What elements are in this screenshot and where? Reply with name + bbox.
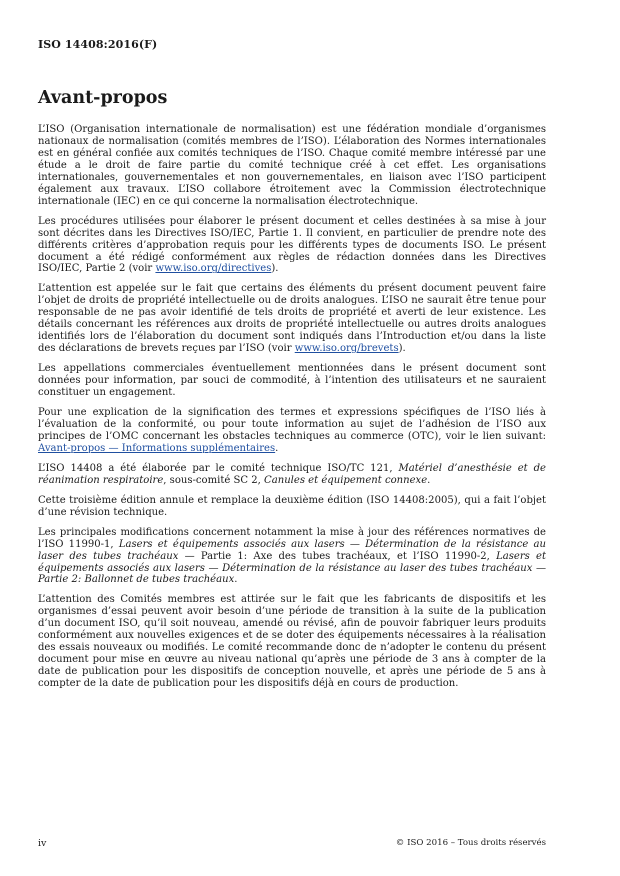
page-number: iv bbox=[38, 838, 47, 849]
paragraph-5-end: . bbox=[275, 442, 279, 454]
patents-link[interactable]: www.iso.org/brevets bbox=[294, 343, 399, 355]
section-title: Avant-propos bbox=[38, 88, 168, 108]
paragraph-8-a: Les principales modifications concernent notamment la mise à jour des références normatives de l’ISO 11990-1, bbox=[38, 526, 546, 550]
paragraph-5 bbox=[38, 407, 546, 455]
paragraph-2 bbox=[38, 216, 546, 276]
paragraph-6 bbox=[38, 463, 546, 487]
paragraph-7: Cette troisième édition annule et remplace la deuxième édition (ISO 14408:2005), qui a fait l’objet d’une révision technique. bbox=[38, 494, 546, 518]
directives-link[interactable]: www.iso.org/directives bbox=[155, 263, 272, 275]
paragraph-1: L’ISO (Organisation internationale de normalisation) est une fédération mondiale d’organismes nationaux de normalisation (comités membres de l’ISO). L’élaboration des Normes internationales est en général confiée aux comités techniques de l’ISO. Chaque comité membre intéressé par une étude a le droit de faire partie du comité technique créé à cet effet. Les organisations internationales, gouvernementales et non gouvernementales, en liaison avec l’ISO participent également aux travaux. L’ISO collabore étroitement avec la Commission électrotechnique internationale (IEC) en ce qui concerne la normalisation électrotechnique. bbox=[38, 124, 546, 207]
foreword-body bbox=[38, 124, 546, 698]
iso-11990-1-title: Lasers et équipements associés aux lasers — Détermination de la résistance au laser des tubes trachéaux bbox=[38, 538, 546, 562]
copyright-notice: © ISO 2016 – Tous droits réservés bbox=[395, 838, 546, 848]
paragraph-9: L’attention des Comités membres est attirée sur le fait que les fabricants de dispositifs et les organismes d’essai peuvent avoir besoin d’une période de transition à la suite de la publication d’un document ISO, qu’il soit nouveau, amendé ou révisé, afin de pouvoir fabriquer leurs produits conformément aux nouvelles exigences et de se doter des équipements nécessaires à la réalisation des essais nouveaux ou modifiés. Le comité recommande donc de n’adopter le contenu du présent document pour mise en œuvre au niveau national qu’après une période de 3 ans à compter de la date de publication pour les dispositifs de conception nouvelle, et après une période de 5 ans à compter de la date de publication pour les dispositifs déjà en cours de production. bbox=[38, 594, 546, 690]
paragraph-3-text: L’attention est appelée sur le fait que certains des éléments du présent document peuvent faire l’objet de droits de propriété intellectuelle ou de droits analogues. L’ISO ne saurait être tenue pour responsable de ne pas avoir identifié de tels droits de propriété et averti de leur existence. Les détails concernant les références aux droits de propriété intellectuelle ou autres droits analogues identifiés lors de l’élaboration du document sont indiqués dans l’Introduction et/ou dans la liste des déclarations de brevets reçues par l’ISO (voir bbox=[38, 283, 546, 355]
paragraph-4: Les appellations commerciales éventuellement mentionnées dans le présent document sont données pour information, par souci de commodité, à l’intention des utilisateurs et ne sauraient constituer un engagement. bbox=[38, 363, 546, 399]
paragraph-8 bbox=[38, 527, 546, 587]
paragraph-6-c: , sous-comité SC 2, bbox=[163, 474, 265, 486]
paragraph-6-e: . bbox=[427, 474, 431, 486]
paragraph-3-end: ). bbox=[398, 343, 406, 355]
subcommittee-title: Canules et équipement connexe bbox=[264, 474, 428, 486]
paragraph-2-end: ). bbox=[271, 263, 279, 275]
paragraph-2-text: Les procédures utilisées pour élaborer le présent document et celles destinées à sa mise à jour sont décrites dans les Directives ISO/IEC, Partie 1. Il convient, en particulier de prendre note des différents critères d’approbation requis pour les différents types de documents ISO. Le présent document a été rédigé conformément aux règles de rédaction données dans les Directives ISO/IEC, Partie 2 (voir bbox=[38, 215, 546, 275]
document-id: ISO 14408:2016(F) bbox=[38, 38, 158, 51]
paragraph-5-text: Pour une explication de la signification des termes et expressions spécifiques de l’ISO liés à l’évaluation de la conformité, ou pour toute information au sujet de l’adhésion de l’ISO aux principes de l’OMC concernant les obstacles techniques au commerce (OTC), voir le lien suivant: bbox=[38, 407, 546, 442]
supplementary-info-link[interactable]: Avant-propos — Informations supplémentaires bbox=[38, 442, 276, 454]
committee-title: Matériel d’anesthésie et de réanimation respiratoire bbox=[38, 462, 546, 486]
paragraph-6-a: L’ISO 14408 a été élaborée par le comité technique ISO/TC 121, bbox=[38, 462, 399, 474]
paragraph-8-c: — Partie 1: Axe des tubes trachéaux, et l’ISO 11990-2, bbox=[178, 550, 497, 562]
paragraph-8-e: . bbox=[234, 574, 238, 586]
paragraph-3 bbox=[38, 283, 546, 355]
iso-11990-2-title: Lasers et équipements associés aux lasers — Détermination de la résistance au laser des tubes trachéaux — Partie 2: Ballonnet de tubes trachéaux bbox=[38, 550, 546, 586]
